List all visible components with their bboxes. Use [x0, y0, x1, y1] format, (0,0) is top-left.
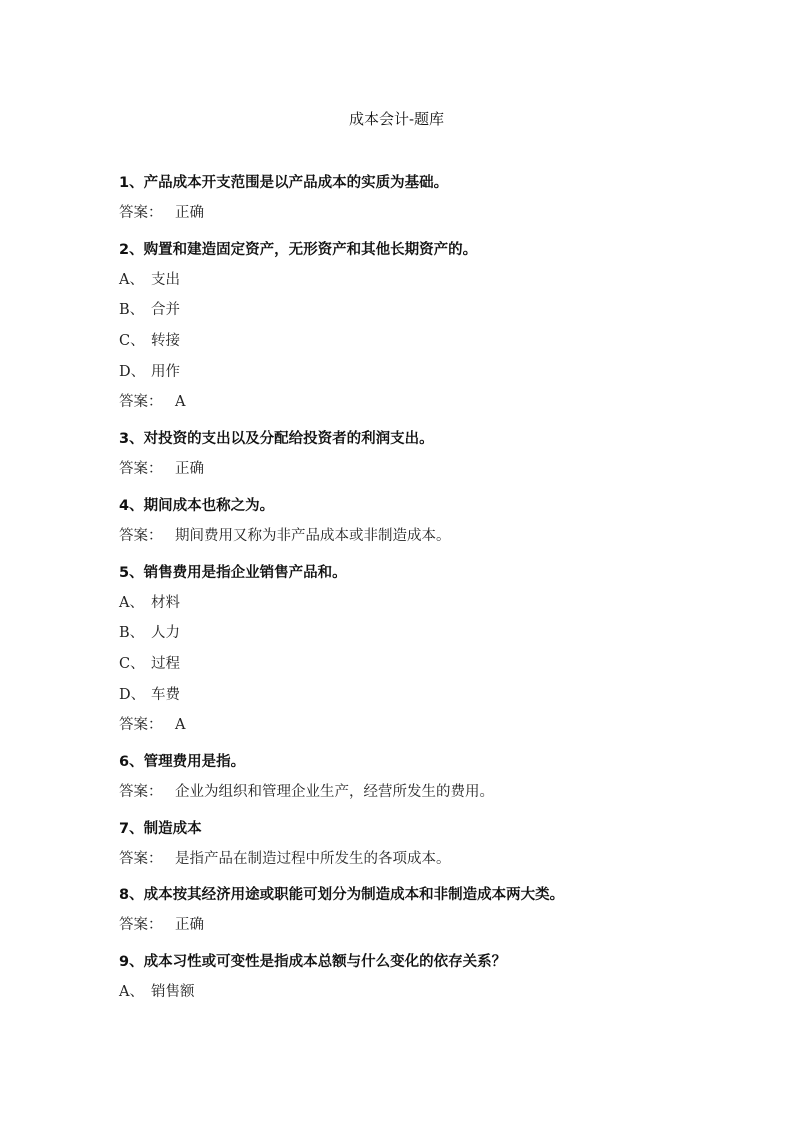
option-text: 材料 — [151, 594, 180, 611]
answer-value: 期间费用又称为非产品成本或非制造成本。 — [175, 527, 451, 544]
answer-label: 答案： — [119, 717, 163, 734]
option-text: 车费 — [151, 686, 180, 703]
option-key: D、 — [119, 363, 146, 380]
answer-label: 答案： — [119, 850, 163, 867]
answer-label: 答案： — [119, 394, 163, 411]
question-text: 8、成本按其经济用途或职能可划分为制造成本和非制造成本两大类。 — [119, 887, 565, 904]
answer-label: 答案： — [119, 461, 163, 478]
question-text: 9、成本习性或可变性是指成本总额与什么变化的依存关系？ — [119, 954, 507, 970]
answer-label: 答案： — [119, 917, 163, 934]
answer-value: A — [175, 717, 186, 734]
question-list — [119, 168, 739, 1008]
answer-value: A — [175, 394, 186, 411]
question-text: 4、期间成本也称之为。 — [119, 497, 275, 514]
option-key: C、 — [119, 333, 145, 350]
option-key: A、 — [119, 984, 144, 1000]
option-key: B、 — [119, 302, 145, 319]
option-key: C、 — [119, 655, 145, 672]
option-line — [119, 295, 739, 326]
option-key: A、 — [119, 271, 144, 288]
option-text: 支出 — [151, 271, 180, 288]
option-text: 用作 — [151, 363, 180, 380]
option-line — [119, 680, 739, 711]
option-line — [119, 588, 739, 619]
answer-label: 答案： — [119, 783, 163, 800]
option-key: A、 — [119, 594, 144, 611]
document-title: 成本会计-题库 — [348, 110, 445, 128]
option-text: 过程 — [151, 655, 180, 672]
question-text: 7、制造成本 — [119, 820, 202, 837]
option-line — [119, 649, 739, 680]
option-line — [119, 326, 739, 357]
answer-line — [119, 454, 739, 485]
question-text: 5、销售费用是指企业销售产品和。 — [119, 564, 347, 581]
option-text: 合并 — [151, 302, 180, 319]
answer-value: 正确 — [175, 205, 204, 221]
answer-label: 答案： — [119, 527, 163, 544]
option-line — [119, 357, 739, 388]
question-text: 2、购置和建造固定资产，无形资产和其他长期资产的。 — [119, 241, 478, 258]
answer-line — [119, 710, 739, 741]
answer-value: 正确 — [175, 461, 204, 478]
answer-line — [119, 387, 739, 418]
answer-value: 企业为组织和管理企业生产，经营所发生的费用。 — [175, 783, 494, 800]
question-text: 3、对投资的支出以及分配给投资者的利润支出。 — [119, 431, 434, 448]
option-key: D、 — [119, 686, 146, 703]
answer-line — [119, 198, 739, 229]
option-text: 转接 — [151, 333, 180, 350]
question-text: 6、管理费用是指。 — [119, 753, 246, 770]
answer-line — [119, 521, 739, 552]
answer-line — [119, 910, 739, 941]
option-line — [119, 618, 739, 649]
answer-value: 正确 — [175, 917, 204, 934]
answer-line — [119, 777, 739, 808]
question-text: 1、产品成本开支范围是以产品成本的实质为基础。 — [119, 175, 449, 191]
answer-line — [119, 844, 739, 875]
option-key: B、 — [119, 625, 145, 642]
option-text: 销售额 — [151, 984, 195, 1000]
option-line — [119, 977, 739, 1008]
answer-value: 是指产品在制造过程中所发生的各项成本。 — [175, 850, 451, 867]
option-line — [119, 265, 739, 296]
answer-label: 答案： — [119, 205, 163, 221]
option-text: 人力 — [151, 625, 180, 642]
